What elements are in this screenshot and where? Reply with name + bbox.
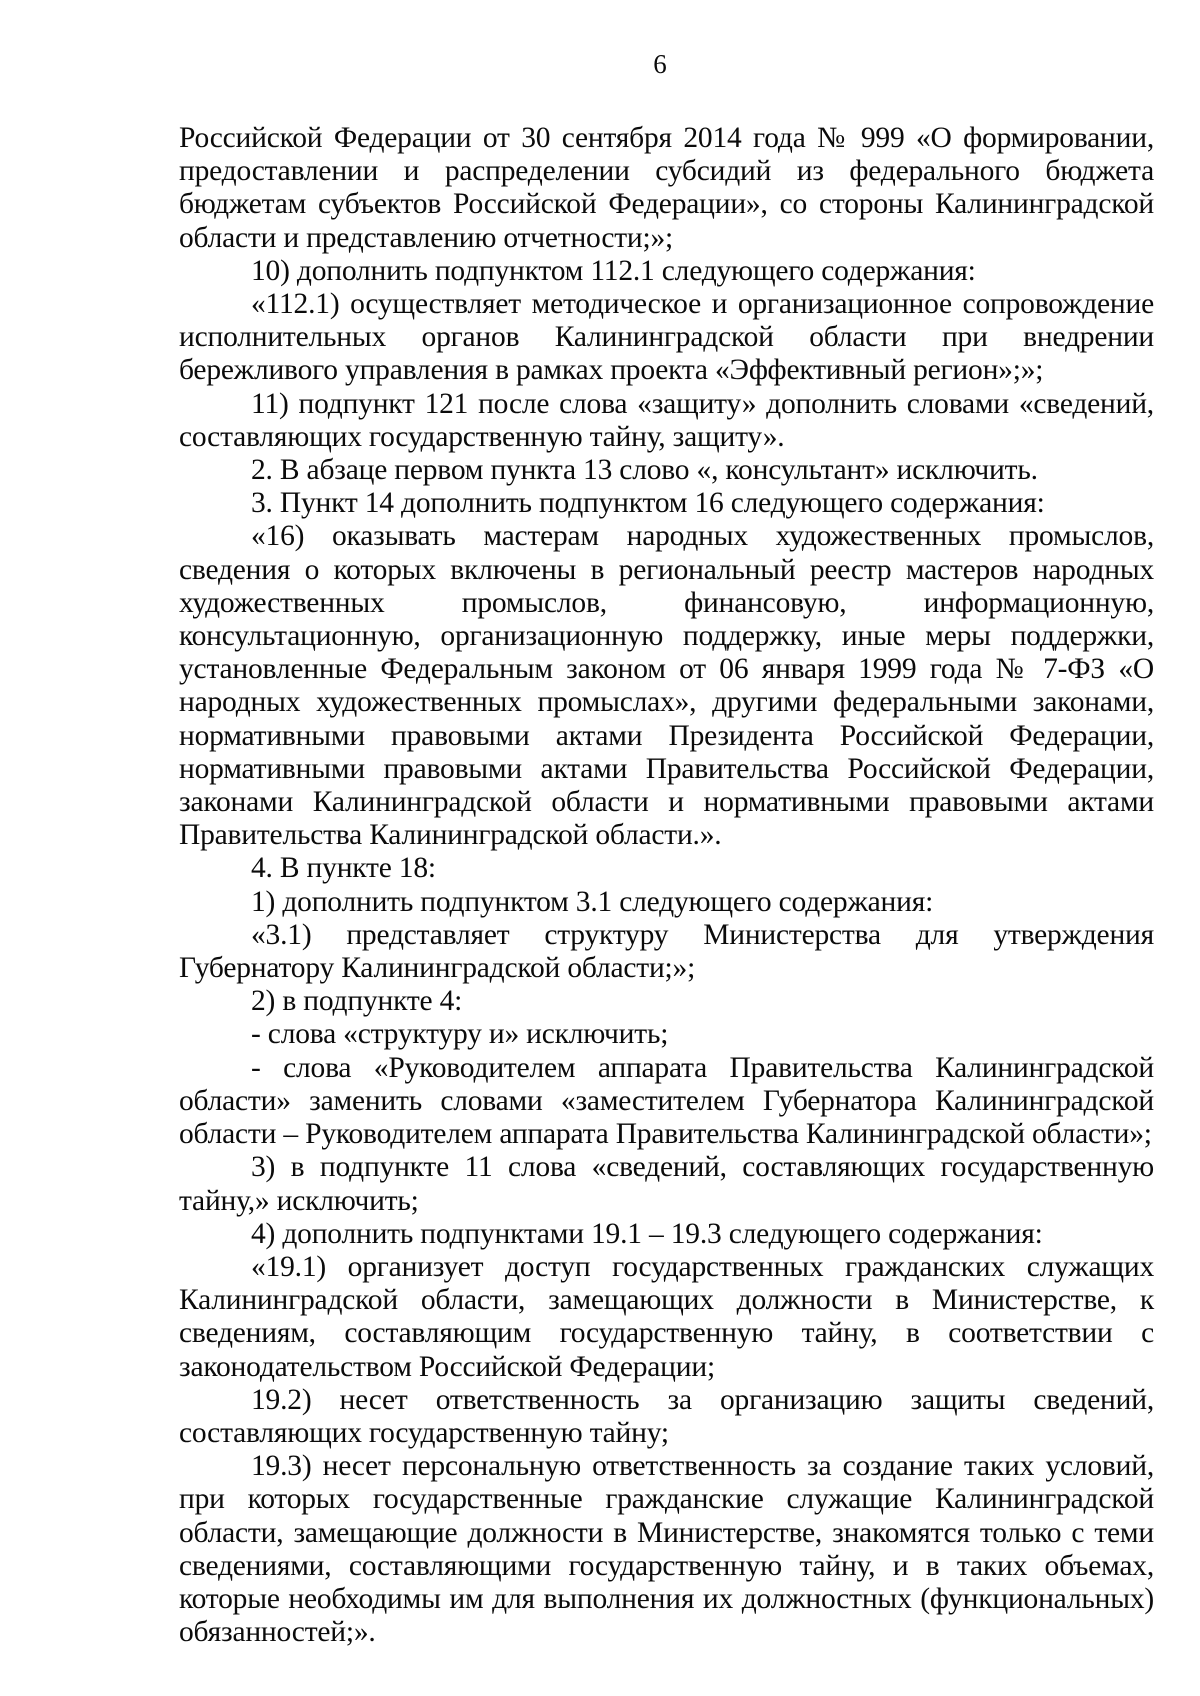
paragraph-item-4: 4. В пункте 18:: [251, 852, 436, 885]
paragraph-subitem-4: 4) дополнить подпунктами 19.1 – 19.3 следующего содержания:: [251, 1217, 1043, 1250]
paragraph-subitem-19-2: 19.2) несет ответственность за организацию защиты сведений, составляющих государственную тайну;: [179, 1383, 1154, 1449]
paragraph-subitem-11: 11) подпункт 121 после слова «защиту» дополнить словами «сведений, составляющих государственную тайну, защиту».: [179, 387, 1154, 453]
paragraph-subitem-3-1: «3.1) представляет структуру Министерства для утверждения Губернатору Калининградской области;»;: [179, 918, 1154, 985]
paragraph-item-2: 2. В абзаце первом пункта 13 слово «, консультант» исключить.: [251, 454, 1038, 487]
paragraph-dash-1: - слова «структуру и» исключить;: [251, 1018, 669, 1051]
paragraph-continuation: Российской Федерации от 30 сентября 2014 года № 999 «О формировании, предоставлении и распределении субсидий из федерального бюджета бюджетам субъектов Российской Федерации», со стороны Калининградской области и представлению отчетности;»;: [179, 122, 1154, 254]
paragraph-subitem-112-1: «112.1) осуществляет методическое и организационное сопровождение исполнительных органов Калининградской области при внедрении бережливого управления в рамках проекта «Эффективный регион»;»;: [179, 288, 1154, 387]
paragraph-subitem-16: «16) оказывать мастерам народных художественных промыслов, сведения о которых включены в региональный реестр мастеров народных художественных промыслов, финансовую, информационную, консультационную, организационную поддержку, иные меры поддержки, установленные Федеральным законом от 06 января 1999 года № 7-ФЗ «О народных художественных промыслах», другими федеральными законами, нормативными правовыми актами Президента Российской Федерации, нормативными правовыми актами Правительства Российской Федерации, законами Калининградской области и нормативными правовыми актами Правительства Калининградской области.».: [179, 520, 1154, 852]
paragraph-subitem-19-3: 19.3) несет персональную ответственность за создание таких условий, при которых государственные гражданские служащие Калининградской области, замещающие должности в Министерстве, знакомятся только с теми сведениями, составляющими государственную тайну, и в таких объемах, которые необходимы им для выполнения их должностных (функциональных) обязанностей;».: [179, 1450, 1154, 1649]
paragraph-subitem-1: 1) дополнить подпунктом 3.1 следующего содержания:: [251, 885, 934, 918]
paragraph-item-3: 3. Пункт 14 дополнить подпунктом 16 следующего содержания:: [251, 487, 1045, 520]
document-body: [179, 122, 1154, 1649]
page-number: 6: [653, 49, 667, 79]
paragraph-subitem-10: 10) дополнить подпунктом 112.1 следующего содержания:: [251, 254, 976, 287]
paragraph-subitem-19-1: «19.1) организует доступ государственных гражданских служащих Калининградской области, замещающих должности в Министерстве, к сведениям, составляющим государственную тайну, в соответствии с законодательством Российской Федерации;: [179, 1250, 1154, 1383]
paragraph-dash-2: - слова «Руководителем аппарата Правительства Калининградской области» заменить словами «заместителем Губернатора Калининградской области – Руководителем аппарата Правительства Калининградской области»;: [179, 1051, 1154, 1151]
paragraph-subitem-2: 2) в подпункте 4:: [251, 985, 463, 1018]
paragraph-subitem-3: 3) в подпункте 11 слова «сведений, составляющих государственную тайну,» исключить;: [179, 1151, 1154, 1217]
